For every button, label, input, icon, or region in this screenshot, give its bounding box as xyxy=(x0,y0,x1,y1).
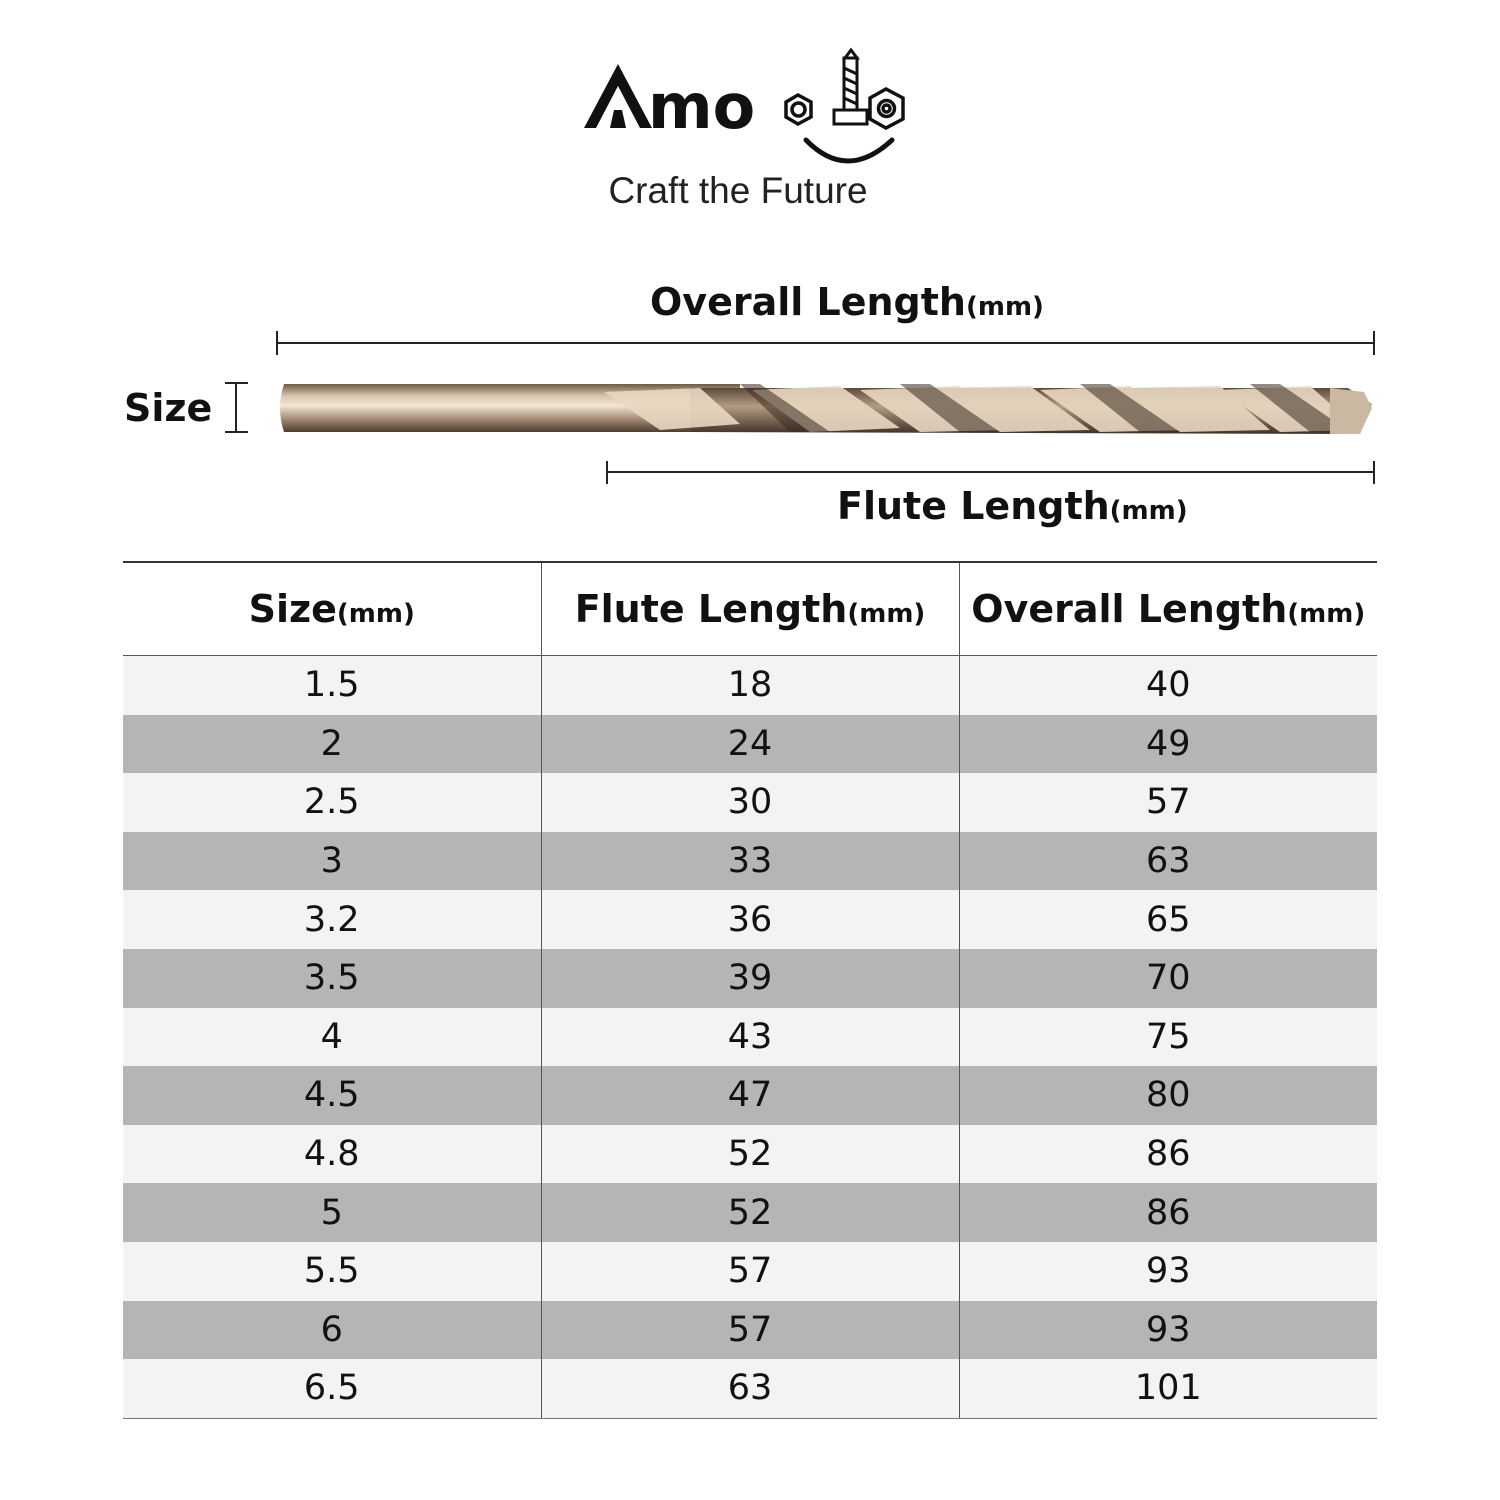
size-dimension-marker xyxy=(225,383,248,432)
overall-length-dimension-line xyxy=(277,331,1374,355)
table-cell: 4.8 xyxy=(123,1125,541,1184)
column-header-label: Flute Length xyxy=(574,587,848,631)
table-cell: 6 xyxy=(123,1301,541,1360)
table-cell: 3.5 xyxy=(123,949,541,1008)
table-row xyxy=(123,1125,1377,1184)
table-cell: 4 xyxy=(123,1008,541,1067)
column-header xyxy=(959,563,1377,656)
table-row xyxy=(123,1242,1377,1301)
table-cell: 57 xyxy=(541,1301,959,1360)
table-cell: 86 xyxy=(959,1125,1377,1184)
column-header-unit: (mm) xyxy=(336,599,415,629)
table-cell: 101 xyxy=(959,1359,1377,1418)
table-cell: 18 xyxy=(541,656,959,715)
table-cell: 63 xyxy=(959,832,1377,891)
table-cell: 52 xyxy=(541,1125,959,1184)
table-cell: 5.5 xyxy=(123,1242,541,1301)
table-cell: 57 xyxy=(959,773,1377,832)
table-cell: 49 xyxy=(959,715,1377,774)
table-cell: 30 xyxy=(541,773,959,832)
table-cell: 33 xyxy=(541,832,959,891)
size-specification-table xyxy=(123,563,1377,1419)
table-row xyxy=(123,1359,1377,1418)
table-cell: 52 xyxy=(541,1183,959,1242)
table-row xyxy=(123,890,1377,949)
column-header xyxy=(541,563,959,656)
table-cell: 1.5 xyxy=(123,656,541,715)
overall-length-unit: (mm) xyxy=(965,292,1044,322)
table-cell: 93 xyxy=(959,1242,1377,1301)
table-cell: 63 xyxy=(541,1359,959,1418)
brand-tagline: Craft the Future xyxy=(608,170,868,211)
table-row xyxy=(123,832,1377,891)
table-row xyxy=(123,715,1377,774)
table-row xyxy=(123,949,1377,1008)
table-cell: 70 xyxy=(959,949,1377,1008)
column-header-label: Overall Length xyxy=(971,587,1288,631)
table-row xyxy=(123,1008,1377,1067)
table-cell: 4.5 xyxy=(123,1066,541,1125)
table-cell: 3 xyxy=(123,832,541,891)
table-row xyxy=(123,1183,1377,1242)
table-cell: 80 xyxy=(959,1066,1377,1125)
column-header-unit: (mm) xyxy=(1287,599,1366,629)
overall-length-label xyxy=(650,280,1044,324)
flute-length-unit: (mm) xyxy=(1109,496,1188,526)
table-row xyxy=(123,656,1377,715)
flute-length-dimension-line xyxy=(607,461,1374,484)
table-cell: 65 xyxy=(959,890,1377,949)
table-cell: 39 xyxy=(541,949,959,1008)
table-body xyxy=(123,656,1377,1419)
table-cell: 86 xyxy=(959,1183,1377,1242)
overall-length-text: Overall Length xyxy=(650,280,966,324)
table-cell: 6.5 xyxy=(123,1359,541,1418)
table-row xyxy=(123,1066,1377,1125)
table-cell: 36 xyxy=(541,890,959,949)
table-cell: 2.5 xyxy=(123,773,541,832)
column-header-label: Size xyxy=(248,587,337,631)
table-header-row xyxy=(123,563,1377,656)
table-cell: 2 xyxy=(123,715,541,774)
table-cell: 47 xyxy=(541,1066,959,1125)
table-cell: 43 xyxy=(541,1008,959,1067)
flute-length-label xyxy=(837,484,1188,528)
size-label: Size xyxy=(124,386,213,430)
table-cell: 24 xyxy=(541,715,959,774)
table-cell: 57 xyxy=(541,1242,959,1301)
table-cell: 40 xyxy=(959,656,1377,715)
table-cell: 5 xyxy=(123,1183,541,1242)
flute-length-text: Flute Length xyxy=(837,484,1110,528)
table-row xyxy=(123,1301,1377,1360)
table-cell: 3.2 xyxy=(123,890,541,949)
column-header xyxy=(123,563,541,656)
table-row xyxy=(123,773,1377,832)
drill-bit-image xyxy=(280,384,1372,434)
table-cell: 93 xyxy=(959,1301,1377,1360)
table-cell: 75 xyxy=(959,1008,1377,1067)
column-header-unit: (mm) xyxy=(847,599,926,629)
logo-text: mo xyxy=(648,70,756,143)
